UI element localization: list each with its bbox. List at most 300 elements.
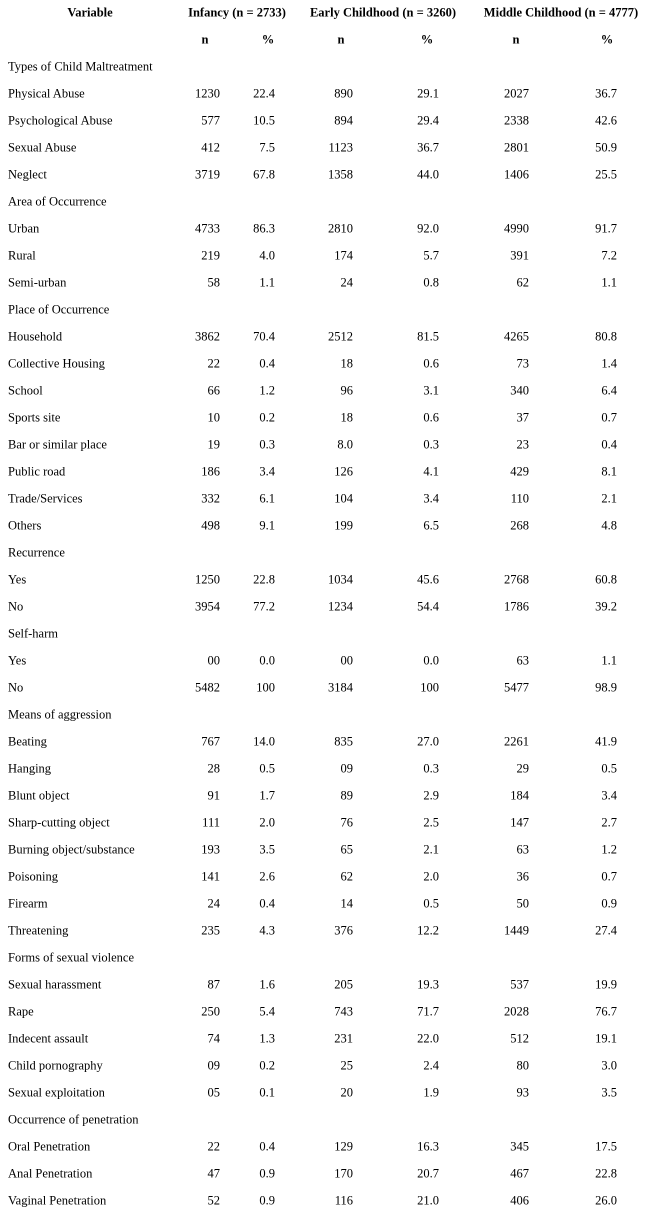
table-row — [0, 782, 657, 809]
table-row — [0, 350, 657, 377]
infancy-n-cell: 498 — [201, 518, 220, 532]
table-row — [0, 647, 657, 674]
middle-n-cell: 184 — [510, 788, 529, 802]
middle-n-cell: 2801 — [504, 140, 529, 154]
middle-pct-cell: 4.8 — [601, 518, 617, 532]
infancy-pct-cell: 86.3 — [253, 221, 275, 235]
row-label: Trade/Services — [8, 491, 83, 505]
early-pct-cell: 2.9 — [423, 788, 439, 802]
infancy-n-cell: 250 — [201, 1004, 220, 1018]
early-n-cell: 24 — [340, 275, 353, 289]
middle-n-cell: 4265 — [504, 329, 529, 343]
table-row — [0, 890, 657, 917]
row-label: Anal Penetration — [8, 1166, 93, 1180]
infancy-pct-cell: 3.4 — [259, 464, 275, 478]
early-pct-cell: 3.1 — [423, 383, 439, 397]
infancy-pct-cell: 6.1 — [259, 491, 275, 505]
row-label: Psychological Abuse — [8, 113, 113, 127]
middle-n-cell: 391 — [510, 248, 529, 262]
early-n-cell: 894 — [334, 113, 353, 127]
middle-n-cell: 340 — [510, 383, 529, 397]
middle-pct-cell: 3.5 — [601, 1085, 617, 1099]
pct-header: % — [600, 32, 614, 46]
middle-pct-cell: 1.4 — [601, 356, 617, 370]
infancy-pct-cell: 0.3 — [259, 437, 275, 451]
early-pct-cell: 20.7 — [417, 1166, 439, 1180]
middle-pct-cell: 8.1 — [601, 464, 617, 478]
middle-pct-cell: 91.7 — [595, 221, 617, 235]
middle-pct-cell: 0.9 — [601, 896, 617, 910]
infancy-pct-cell: 0.2 — [259, 410, 275, 424]
early-pct-cell: 6.5 — [423, 518, 439, 532]
infancy-n-cell: 3862 — [195, 329, 220, 343]
early-childhood-header: Early Childhood (n = 3260) — [309, 5, 457, 20]
early-pct-cell: 2.4 — [423, 1058, 439, 1072]
early-pct-cell: 22.0 — [417, 1031, 439, 1045]
middle-n-cell: 268 — [510, 518, 529, 532]
section-row — [0, 1106, 657, 1133]
infancy-n-cell: 74 — [207, 1031, 220, 1045]
middle-n-cell: 147 — [510, 815, 529, 829]
early-n-cell: 231 — [334, 1031, 353, 1045]
infancy-pct-cell: 1.3 — [259, 1031, 275, 1045]
middle-n-cell: 467 — [510, 1166, 529, 1180]
infancy-pct-cell: 0.4 — [259, 896, 275, 910]
row-label: Collective Housing — [8, 356, 105, 370]
infancy-n-cell: 22 — [207, 1139, 220, 1153]
early-n-cell: 25 — [340, 1058, 353, 1072]
early-n-cell: 00 — [340, 653, 353, 667]
middle-n-cell: 2027 — [504, 86, 529, 100]
early-n-cell: 2810 — [328, 221, 353, 235]
infancy-n-cell: 186 — [201, 464, 220, 478]
infancy-n-cell: 58 — [207, 275, 220, 289]
early-n-cell: 126 — [334, 464, 353, 478]
early-n-cell: 8.0 — [337, 437, 353, 451]
middle-pct-cell: 80.8 — [595, 329, 617, 343]
early-pct-cell: 0.3 — [423, 761, 439, 775]
middle-pct-cell: 3.0 — [601, 1058, 617, 1072]
middle-n-cell: 2028 — [504, 1004, 529, 1018]
table-row — [0, 728, 657, 755]
early-pct-cell: 2.0 — [423, 869, 439, 883]
middle-n-cell: 37 — [516, 410, 529, 424]
table-row — [0, 1025, 657, 1052]
middle-pct-cell: 2.7 — [601, 815, 617, 829]
early-n-cell: 1358 — [328, 167, 353, 181]
middle-n-cell: 63 — [516, 653, 529, 667]
early-pct-cell: 0.5 — [423, 896, 439, 910]
n-header: n — [337, 32, 345, 46]
early-pct-cell: 0.6 — [423, 410, 439, 424]
infancy-n-cell: 28 — [207, 761, 220, 775]
early-pct-cell: 1.9 — [423, 1085, 439, 1099]
n-header: n — [512, 32, 520, 46]
early-pct-cell: 45.6 — [417, 572, 439, 586]
middle-n-cell: 2261 — [504, 734, 529, 748]
middle-n-cell: 2768 — [504, 572, 529, 586]
middle-n-cell: 1406 — [504, 167, 529, 181]
middle-n-cell: 345 — [510, 1139, 529, 1153]
early-pct-cell: 2.1 — [423, 842, 439, 856]
infancy-pct-cell: 1.6 — [259, 977, 275, 991]
row-label: School — [8, 383, 43, 397]
row-label: Rape — [8, 1004, 34, 1018]
early-pct-cell: 21.0 — [417, 1193, 439, 1207]
infancy-pct-cell: 4.3 — [259, 923, 275, 937]
middle-n-cell: 1449 — [504, 923, 529, 937]
section-label: Self-harm — [8, 626, 58, 640]
early-n-cell: 2512 — [328, 329, 353, 343]
row-label: Sports site — [8, 410, 61, 424]
infancy-pct-cell: 70.4 — [253, 329, 275, 343]
infancy-n-cell: 4733 — [195, 221, 220, 235]
infancy-n-cell: 141 — [201, 869, 220, 883]
section-label: Types of Child Maltreatment — [8, 59, 153, 73]
infancy-pct-cell: 7.5 — [259, 140, 275, 154]
n-header: n — [201, 32, 209, 46]
section-label: Occurrence of penetration — [8, 1112, 139, 1126]
infancy-pct-cell: 22.4 — [253, 86, 275, 100]
early-n-cell: 116 — [334, 1193, 353, 1207]
row-label: No — [8, 680, 24, 694]
row-label: No — [8, 599, 24, 613]
early-pct-cell: 44.0 — [417, 167, 439, 181]
infancy-n-cell: 52 — [207, 1193, 220, 1207]
infancy-n-cell: 19 — [207, 437, 220, 451]
early-n-cell: 170 — [334, 1166, 353, 1180]
row-label: Semi-urban — [8, 275, 67, 289]
row-label: Blunt object — [8, 788, 70, 802]
early-pct-cell: 16.3 — [417, 1139, 439, 1153]
early-n-cell: 376 — [334, 923, 353, 937]
infancy-n-cell: 767 — [201, 734, 220, 748]
row-label: Indecent assault — [8, 1031, 89, 1045]
infancy-n-cell: 10 — [207, 410, 220, 424]
infancy-pct-cell: 0.2 — [259, 1058, 275, 1072]
row-label: Firearm — [8, 896, 48, 910]
middle-pct-cell: 0.4 — [601, 437, 617, 451]
middle-pct-cell: 19.1 — [595, 1031, 617, 1045]
infancy-header: Infancy (n = 2733) — [188, 5, 286, 20]
infancy-n-cell: 22 — [207, 356, 220, 370]
infancy-n-cell: 3719 — [195, 167, 220, 181]
early-n-cell: 18 — [340, 410, 353, 424]
row-label: Yes — [8, 653, 27, 667]
infancy-n-cell: 5482 — [195, 680, 220, 694]
variable-header: Variable — [67, 5, 113, 20]
table-row — [0, 377, 657, 404]
middle-pct-cell: 98.9 — [595, 680, 617, 694]
table-row — [0, 431, 657, 458]
row-label: Bar or similar place — [8, 437, 107, 451]
early-pct-cell: 12.2 — [417, 923, 439, 937]
row-label: Beating — [8, 734, 47, 748]
table-row — [0, 863, 657, 890]
middle-pct-cell: 3.4 — [601, 788, 617, 802]
early-n-cell: 890 — [334, 86, 353, 100]
infancy-n-cell: 1230 — [195, 86, 220, 100]
middle-pct-cell: 1.1 — [601, 653, 617, 667]
section-row — [0, 620, 657, 647]
row-label: Household — [8, 329, 63, 343]
early-pct-cell: 54.4 — [417, 599, 439, 613]
middle-n-cell: 36 — [516, 869, 529, 883]
early-n-cell: 76 — [340, 815, 353, 829]
infancy-n-cell: 193 — [201, 842, 220, 856]
row-label: Yes — [8, 572, 27, 586]
middle-pct-cell: 0.5 — [601, 761, 617, 775]
infancy-n-cell: 47 — [207, 1166, 220, 1180]
row-label: Vaginal Penetration — [8, 1193, 107, 1207]
early-n-cell: 96 — [340, 383, 353, 397]
table-row — [0, 917, 657, 944]
infancy-pct-cell: 4.0 — [259, 248, 275, 262]
middle-n-cell: 63 — [516, 842, 529, 856]
row-label: Public road — [8, 464, 66, 478]
row-label: Rural — [8, 248, 36, 262]
early-n-cell: 199 — [334, 518, 353, 532]
middle-n-cell: 537 — [510, 977, 529, 991]
infancy-n-cell: 87 — [207, 977, 220, 991]
infancy-n-cell: 111 — [202, 815, 220, 829]
early-n-cell: 1234 — [328, 599, 353, 613]
row-label: Sexual exploitation — [8, 1085, 105, 1099]
section-row — [0, 53, 657, 80]
infancy-pct-cell: 0.9 — [259, 1166, 275, 1180]
middle-n-cell: 50 — [516, 896, 529, 910]
early-pct-cell: 71.7 — [417, 1004, 439, 1018]
infancy-n-cell: 05 — [207, 1085, 220, 1099]
table-row — [0, 458, 657, 485]
row-label: Oral Penetration — [8, 1139, 91, 1153]
infancy-pct-cell: 100 — [256, 680, 275, 694]
middle-n-cell: 406 — [510, 1193, 529, 1207]
table-row — [0, 80, 657, 107]
early-n-cell: 20 — [340, 1085, 353, 1099]
row-label: Others — [8, 518, 42, 532]
middle-pct-cell: 76.7 — [595, 1004, 617, 1018]
middle-pct-cell: 39.2 — [595, 599, 617, 613]
infancy-pct-cell: 3.5 — [259, 842, 275, 856]
table-row — [0, 593, 657, 620]
early-n-cell: 104 — [334, 491, 353, 505]
table-row — [0, 323, 657, 350]
row-label: Burning object/substance — [8, 842, 135, 856]
section-label: Place of Occurrence — [8, 302, 110, 316]
middle-n-cell: 62 — [516, 275, 529, 289]
early-pct-cell: 29.4 — [417, 113, 439, 127]
infancy-n-cell: 00 — [207, 653, 220, 667]
middle-pct-cell: 60.8 — [595, 572, 617, 586]
early-pct-cell: 92.0 — [417, 221, 439, 235]
table-row — [0, 836, 657, 863]
table-row — [0, 1160, 657, 1187]
infancy-pct-cell: 0.4 — [259, 1139, 275, 1153]
header-row-groups — [0, 4, 657, 22]
row-label: Neglect — [8, 167, 47, 181]
early-pct-cell: 2.5 — [423, 815, 439, 829]
infancy-n-cell: 219 — [201, 248, 220, 262]
row-label: Urban — [8, 221, 40, 235]
pct-header: % — [261, 32, 275, 46]
middle-pct-cell: 41.9 — [595, 734, 617, 748]
middle-pct-cell: 1.2 — [601, 842, 617, 856]
early-pct-cell: 3.4 — [423, 491, 439, 505]
infancy-pct-cell: 0.5 — [259, 761, 275, 775]
infancy-pct-cell: 1.1 — [259, 275, 275, 289]
infancy-pct-cell: 2.0 — [259, 815, 275, 829]
infancy-pct-cell: 77.2 — [253, 599, 275, 613]
middle-pct-cell: 0.7 — [601, 410, 617, 424]
table-row — [0, 242, 657, 269]
infancy-n-cell: 3954 — [195, 599, 220, 613]
middle-n-cell: 23 — [516, 437, 529, 451]
infancy-pct-cell: 0.4 — [259, 356, 275, 370]
early-n-cell: 1034 — [328, 572, 353, 586]
row-label: Sexual Abuse — [8, 140, 77, 154]
early-n-cell: 65 — [340, 842, 353, 856]
section-row — [0, 539, 657, 566]
middle-pct-cell: 1.1 — [601, 275, 617, 289]
row-label: Poisoning — [8, 869, 59, 883]
row-label: Sharp-cutting object — [8, 815, 110, 829]
early-pct-cell: 29.1 — [417, 86, 439, 100]
early-pct-cell: 0.3 — [423, 437, 439, 451]
row-label: Threatening — [8, 923, 69, 937]
middle-n-cell: 1786 — [504, 599, 529, 613]
section-label: Means of aggression — [8, 707, 112, 721]
early-n-cell: 09 — [340, 761, 353, 775]
early-pct-cell: 5.7 — [423, 248, 439, 262]
early-pct-cell: 0.0 — [423, 653, 439, 667]
infancy-pct-cell: 2.6 — [259, 869, 275, 883]
middle-n-cell: 93 — [516, 1085, 529, 1099]
row-label: Child pornography — [8, 1058, 103, 1072]
section-row — [0, 296, 657, 323]
table-row — [0, 755, 657, 782]
header-row-units — [0, 26, 657, 53]
table-row — [0, 1052, 657, 1079]
section-row — [0, 944, 657, 971]
table-row — [0, 1079, 657, 1106]
early-pct-cell: 0.8 — [423, 275, 439, 289]
middle-pct-cell: 26.0 — [595, 1193, 617, 1207]
early-pct-cell: 100 — [420, 680, 439, 694]
early-pct-cell: 0.6 — [423, 356, 439, 370]
middle-pct-cell: 2.1 — [601, 491, 617, 505]
infancy-pct-cell: 9.1 — [259, 518, 275, 532]
middle-n-cell: 110 — [510, 491, 529, 505]
middle-childhood-header: Middle Childhood (n = 4777) — [483, 5, 639, 20]
middle-pct-cell: 6.4 — [601, 383, 617, 397]
middle-pct-cell: 42.6 — [595, 113, 617, 127]
infancy-pct-cell: 22.8 — [253, 572, 275, 586]
table-row — [0, 161, 657, 188]
early-n-cell: 3184 — [328, 680, 353, 694]
middle-pct-cell: 0.7 — [601, 869, 617, 883]
early-n-cell: 743 — [334, 1004, 353, 1018]
table-row — [0, 1133, 657, 1160]
infancy-n-cell: 1250 — [195, 572, 220, 586]
early-pct-cell: 4.1 — [423, 464, 439, 478]
middle-pct-cell: 22.8 — [595, 1166, 617, 1180]
table-row — [0, 134, 657, 161]
section-row — [0, 188, 657, 215]
early-n-cell: 18 — [340, 356, 353, 370]
table-row — [0, 1187, 657, 1214]
row-label: Physical Abuse — [8, 86, 85, 100]
early-n-cell: 174 — [334, 248, 353, 262]
infancy-n-cell: 332 — [201, 491, 220, 505]
early-n-cell: 14 — [340, 896, 353, 910]
maltreatment-table — [0, 4, 657, 1214]
table-row — [0, 971, 657, 998]
infancy-n-cell: 577 — [201, 113, 220, 127]
section-label: Recurrence — [8, 545, 65, 559]
infancy-n-cell: 09 — [207, 1058, 220, 1072]
middle-pct-cell: 17.5 — [595, 1139, 617, 1153]
section-row — [0, 701, 657, 728]
table-row — [0, 269, 657, 296]
infancy-n-cell: 24 — [207, 896, 220, 910]
table-row — [0, 998, 657, 1025]
middle-pct-cell: 25.5 — [595, 167, 617, 181]
infancy-pct-cell: 0.9 — [259, 1193, 275, 1207]
infancy-n-cell: 66 — [207, 383, 220, 397]
early-n-cell: 129 — [334, 1139, 353, 1153]
table-row — [0, 674, 657, 701]
infancy-n-cell: 91 — [207, 788, 220, 802]
section-label: Forms of sexual violence — [8, 950, 135, 964]
row-label: Sexual harassment — [8, 977, 102, 991]
section-label: Area of Occurrence — [8, 194, 107, 208]
table-row — [0, 107, 657, 134]
middle-n-cell: 73 — [516, 356, 529, 370]
pct-header: % — [420, 32, 434, 46]
middle-pct-cell: 7.2 — [601, 248, 617, 262]
early-pct-cell: 27.0 — [417, 734, 439, 748]
middle-n-cell: 429 — [510, 464, 529, 478]
infancy-pct-cell: 1.7 — [259, 788, 275, 802]
infancy-pct-cell: 10.5 — [253, 113, 275, 127]
middle-n-cell: 29 — [516, 761, 529, 775]
early-pct-cell: 81.5 — [417, 329, 439, 343]
infancy-pct-cell: 67.8 — [253, 167, 275, 181]
early-pct-cell: 36.7 — [417, 140, 439, 154]
table-row — [0, 215, 657, 242]
infancy-n-cell: 412 — [201, 140, 220, 154]
middle-n-cell: 80 — [516, 1058, 529, 1072]
infancy-pct-cell: 0.1 — [259, 1085, 275, 1099]
middle-pct-cell: 27.4 — [595, 923, 617, 937]
infancy-n-cell: 235 — [201, 923, 220, 937]
infancy-pct-cell: 14.0 — [253, 734, 275, 748]
infancy-pct-cell: 0.0 — [259, 653, 275, 667]
early-n-cell: 1123 — [328, 140, 353, 154]
middle-n-cell: 4990 — [504, 221, 529, 235]
table-body — [0, 53, 657, 1214]
early-n-cell: 835 — [334, 734, 353, 748]
table-row — [0, 485, 657, 512]
middle-n-cell: 5477 — [504, 680, 529, 694]
table-row — [0, 512, 657, 539]
middle-pct-cell: 36.7 — [595, 86, 617, 100]
middle-n-cell: 512 — [510, 1031, 529, 1045]
middle-pct-cell: 19.9 — [595, 977, 617, 991]
infancy-pct-cell: 5.4 — [259, 1004, 275, 1018]
early-n-cell: 205 — [334, 977, 353, 991]
